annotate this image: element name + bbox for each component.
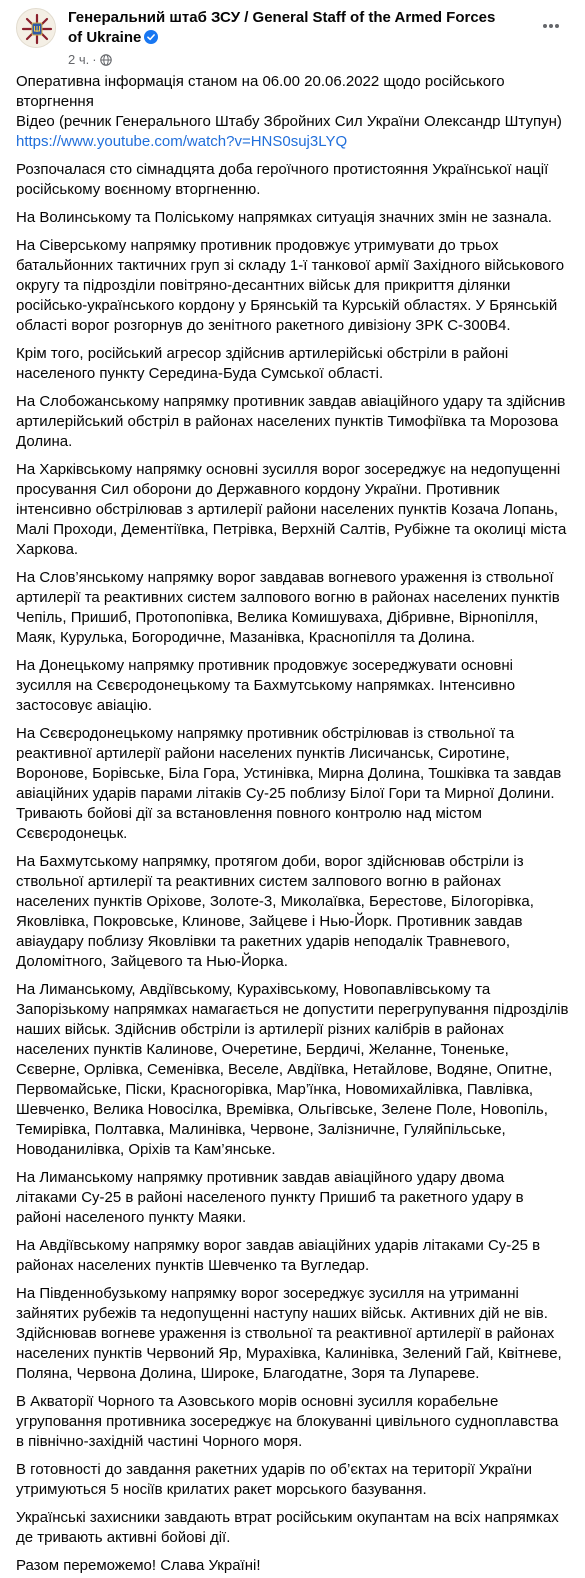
post-paragraph: На Південнобузькому напрямку ворог зосереджує зусилля на утриманні зайнятих рубежів та недопущенні наступу наших військ. Активних дій не вів. Здійснював вогневе ураження із ствольної та реактивної артилерії в районах населених пунктів Червоний Яр, Мурахівка, Калинівка, Зелений Гай, Квітневе, Поляна, Червона Долина, Широке, Благодатне, Зоря та Лупареве. — [16, 1285, 562, 1382]
post-paragraph: На Волинському та Поліському напрямках ситуація значних змін не зазнала. — [16, 209, 552, 226]
post-paragraph: Крім того, російський агресор здійснив артилерійські обстріли в районі населеного пункту Середина-Буда Сумської області. — [16, 345, 509, 382]
post-paragraph: На Авдіївському напрямку ворог завдав авіаційних ударів літаками Су-25 в районах населених пунктів Шевченко та Вугледар. — [16, 1237, 541, 1274]
post-paragraph: На Лиманському, Авдіївському, Курахівському, Новопавлівському та Запорізькому напрямках намагається не допустити перегрупування підрозділів наших військ. Здійснив обстріли із артилерії різних калібрів в районах населених пунктів Калинове, Очеретине, Бердичі, Желанне, Тоненьке, Сєверне, Орлівка, Семенівка, Веселе, Авдіївка, Нетайлове, Водяне, Опитне, Первомайське, Піски, Красногорівка, Мар’їнка, Новомихайлівка, Павлівка, Шевченко, Велика Новосілка, Времівка, Ольгівське, Зелене Поле, Новопіль, Темирівка, Полтавка, Малинівка, Червоне, Залізничне, Гуляйпільське, Новоданилівка, Оріхів та Кам’янське. — [16, 981, 569, 1158]
meta-separator: · — [92, 52, 97, 67]
post-body — [16, 72, 569, 1576]
page-name-text[interactable]: Генеральний штаб ЗСУ / General Staff of the Armed Forces of Ukraine — [68, 9, 496, 46]
post-paragraph: Українські захисники завдають втрат російським окупантам на всіх напрямках де тривають активні бойові дії. — [16, 1509, 559, 1546]
video-credit: Відео (речник Генерального Штабу Збройних Сил України Олександр Штупун) — [16, 113, 562, 130]
report-heading-line-2: вторгнення — [16, 93, 94, 110]
post-paragraph: Розпочалася сто сімнадцята доба героїчного протистояння Української нації російському воєнному вторгненню. — [16, 161, 549, 198]
page-name[interactable] — [68, 8, 508, 50]
author-block — [68, 8, 508, 70]
verified-badge-icon — [144, 30, 158, 50]
more-options-button[interactable] — [533, 8, 569, 44]
page-avatar[interactable] — [16, 8, 56, 48]
post-paragraph: В Акваторії Чорного та Азовського морів основні зусилля корабельне угруповання противника зосереджує на блокуванні цивільного судноплавства в північно-західній частині Чорного моря. — [16, 1393, 559, 1450]
post-intro — [16, 72, 569, 152]
post-paragraph: На Донецькому напрямку противник продовжує зосереджувати основні зусилля на Сєвєродонецькому та Бахмутському напрямках. Інтенсивно застосовує авіацію. — [16, 657, 516, 714]
post-paragraph: Разом переможемо! Слава Україні! — [16, 1557, 261, 1574]
post-paragraph: На Слов’янському напрямку ворог завдавав вогневого ураження із ствольної артилерії та реактивних систем залпового вогню в районах населених пунктів Чепіль, Пришиб, Протопопівка, Велика Комишуваха, Дібривне, Вірнопілля, Маяк, Курулька, Богородичне, Мазанівка, Краснопілля та Долина. — [16, 569, 560, 646]
post-paragraph: На Бахмутському напрямку, протягом доби, ворог здійснював обстріли із ствольної артилерії та реактивних систем залпового вогню в районах населених пунктів Оріхове, Золоте-3, Миколаївка, Берестове, Білогорівка, Яковлівка, Покровське, Клинове, Зайцеве і Нью-Йорк. Противник завдав авіаудару поблизу Яковлівки та ракетних ударів неподалік Травневого, Доломітного, Зайцевого та Нью-Йорка. — [16, 853, 534, 970]
post-paragraph: В готовності до завдання ракетних ударів по об’єктах на території України утримуються 5 носіїв крилатих ракет морського базування. — [16, 1461, 532, 1498]
post-paragraph: На Харківському напрямку основні зусилля ворог зосереджує на недопущенні просування Сил оборони до Державного кордону України. Противник інтенсивно обстрілював з артилерії райони населених пунктів Козача Лопань, Малі Проходи, Дементіївка, Петрівка, Верхній Салтів, Рубіжне та околиці міста Харкова. — [16, 461, 567, 558]
post-meta — [68, 52, 508, 70]
general-staff-emblem-icon — [17, 9, 56, 48]
report-heading-line-1: Оперативна інформація станом на 06.00 20.06.2022 щодо російського — [16, 73, 505, 90]
youtube-link[interactable]: https://www.youtube.com/watch?v=HNS0suj3LYQ — [16, 133, 348, 150]
globe-icon — [100, 54, 112, 70]
post-paragraph: На Слобожанському напрямку противник завдав авіаційного удару та здійснив артилерійський обстріл в районах населених пунктів Тимофіївка та Морозова Долина. — [16, 393, 566, 450]
more-options-icon — [541, 16, 561, 36]
post-paragraph: На Сєвєродонецькому напрямку противник обстрілював із ствольної та реактивної артилерії райони населених пунктів Лисичанськ, Сиротине, Воронове, Борівське, Біла Гора, Устинівка, Мирна Долина, Тошківка та завдав авіаційних ударів парами літаків Су-25 поблизу Білої Гори та Мирної Долини. Тривають бойові дії за встановлення повного контролю над містом Сєвєродонецьк. — [16, 725, 562, 842]
post-paragraph: На Лиманському напрямку противник завдав авіаційного удару двома літаками Су-25 в районі населеного пункту Пришиб та ракетного удару в районі населеного пункту Маяки. — [16, 1169, 524, 1226]
post-header — [16, 0, 569, 72]
post-timestamp[interactable]: 2 ч. — [68, 52, 90, 67]
post-paragraph: На Сіверському напрямку противник продовжує утримувати до трьох батальйонних тактичних груп зі складу 1-ї танкової армії Західного військового округу та підрозділи повітряно-десантних військ для прикриття ділянки російсько-українського кордону у Брянській та Курській областях. У Брянській області ворог розгорнув до зенітного ракетного дивізіону ЗРК С-300В4. — [16, 237, 565, 334]
